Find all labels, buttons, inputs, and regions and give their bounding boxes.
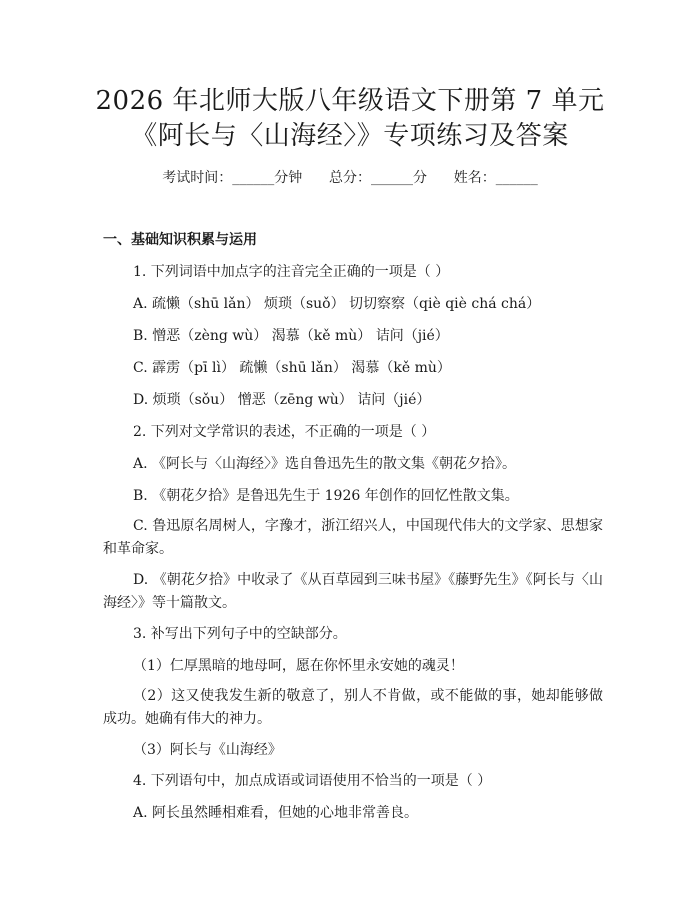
question-1-option-b: B. 憎恶（zèng wù） 渴慕（kě mù） 诘问（jié） <box>133 328 449 344</box>
question-2-option-b: B. 《朝花夕拾》是鲁迅先生于 1926 年创作的回忆性散文集。 <box>133 488 519 504</box>
question-3-sentence-1: （1）仁厚黑暗的地母呵，愿在你怀里永安她的魂灵！ <box>133 658 464 674</box>
section-heading: 一、基础知识积累与运用 <box>103 232 257 248</box>
exam-info: 考试时间：______分钟 总分：______分 姓名：______ <box>162 170 538 186</box>
question-3-stem: 3. 补写出下列句子中的空缺部分。 <box>133 626 347 642</box>
question-2-option-c: C. 鲁迅原名周树人，字豫才，浙江绍兴人，中国现代伟大的文学家、思想家和革命家。 <box>103 518 603 557</box>
question-3-sentence-2: （2）这又使我发生新的敬意了，别人不肯做，或不能做的事，她却能够做成功。她确有伟大的神力。 <box>103 688 603 727</box>
question-1-option-d: D. 烦琐（sǒu） 憎恶（zēng wù） 诘问（jié） <box>133 392 431 408</box>
document-title-line-1: 2026 年北师大版八年级语文下册第 7 单元 <box>95 86 605 116</box>
question-1-option-c: C. 霹雳（pī lì） 疏懒（shū lǎn） 渴慕（kě mù） <box>133 360 451 376</box>
question-1-option-a: A. 疏懒（shū lǎn） 烦琐（suǒ） 切切察察（qiè qiè chá chá） <box>133 296 541 312</box>
question-4-stem: 4. 下列语句中，加点成语或词语使用不恰当的一项是（ ） <box>133 773 492 789</box>
document-title-line-2: 《阿长与〈山海经〉》专项练习及答案 <box>131 121 569 151</box>
question-1-stem: 1. 下列词语中加点字的注音完全正确的一项是（ ） <box>133 264 450 280</box>
question-4-option-a: A. 阿长虽然睡相难看，但她的心地非常善良。 <box>133 805 419 821</box>
question-2-stem: 2. 下列对文学常识的表述，不正确的一项是（ ） <box>133 424 436 440</box>
question-2-option-d: D. 《朝花夕拾》中收录了《从百草园到三味书屋》《藤野先生》《阿长与〈山海经〉》等十篇散文。 <box>103 572 603 611</box>
question-2-option-a: A. 《阿长与〈山海经〉》选自鲁迅先生的散文集《朝花夕拾》。 <box>133 456 517 472</box>
question-3-sentence-3: （3）阿长与《山海经》 <box>133 742 282 758</box>
